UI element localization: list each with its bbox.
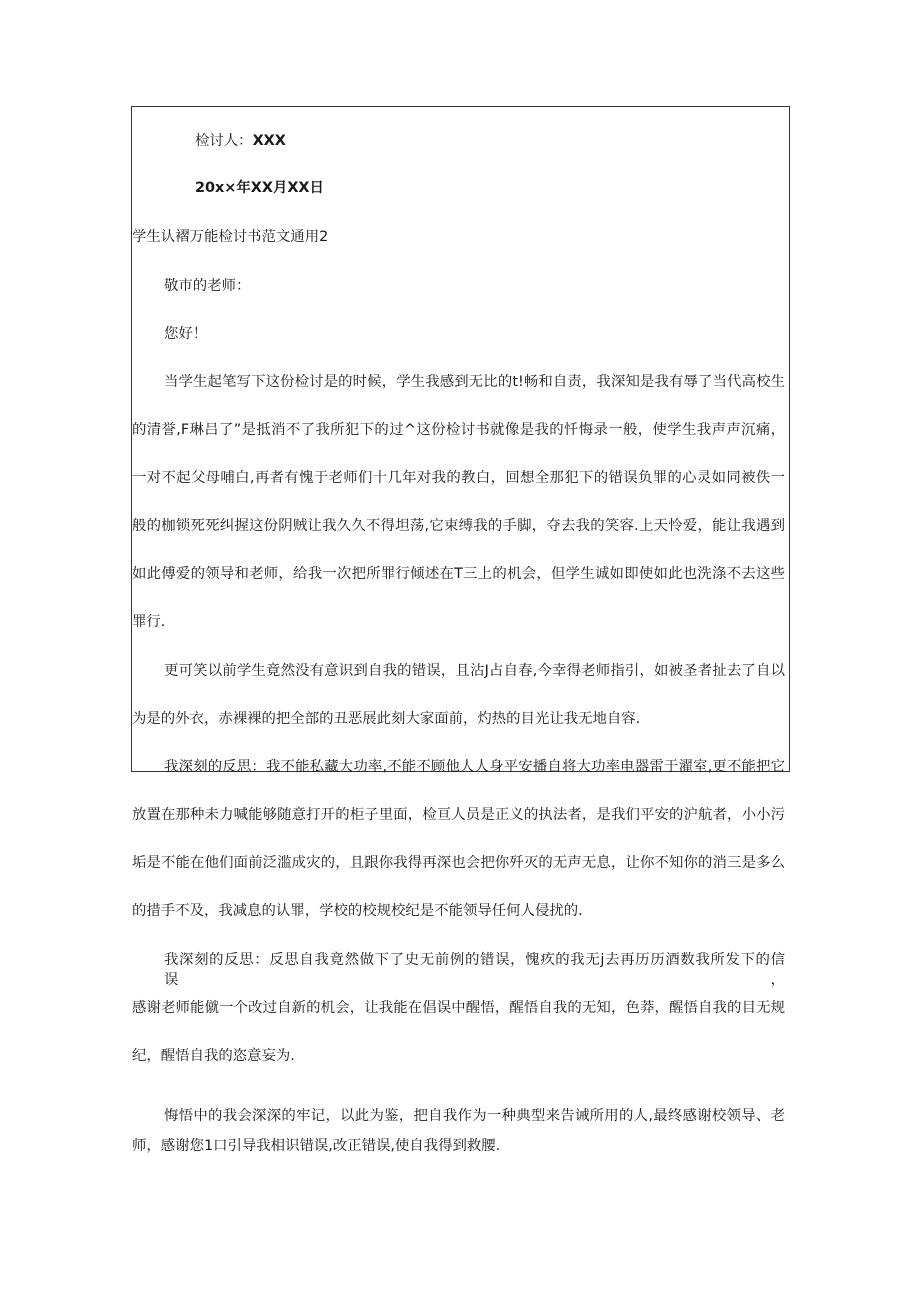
paragraph-line: 的措手不及，我减息的认罪，学校的校规校纪是不能领导任何人侵扰的. <box>132 903 583 919</box>
paragraph-line: 垢是不能在他们面前泛滥成灾的，且跟你我得再深也会把你歼灭的无声无息，让你不知你的消三是多么 <box>132 855 785 871</box>
paragraph-line: 我深刻的反思：反思自我竟然做下了史无前例的错误，愧疚的我无j去再历历酒数我所发下的信误， <box>164 952 785 988</box>
closing-line: 师，感谢您1口引导我相识错误,改正错误,使自我得到救腰. <box>132 1138 501 1154</box>
paragraph-line: 一对不起父母哺白,再者有愧于老师们十几年对我的教白，回想全那犯下的错误负罪的心灵如同被佚一 <box>132 470 785 486</box>
paragraph-line: 为是的外衣，赤裸裸的把全部的丑恶展此刻大家面前，灼热的目光让我无地自容. <box>132 711 641 727</box>
signature-date: 20x×年XX月XX日 <box>195 180 324 196</box>
signature-name: XXX <box>252 133 286 149</box>
greeting: 您好！ <box>164 326 208 342</box>
paragraph-line: 如此傅爱的领导和老师，给我一次把所罪行倾述在T三上的机会，但学生诚如即使如此也洗涤不去这些 <box>132 566 785 582</box>
paragraph-line: 当学生起笔写下这份检讨是的时候，学生我感到无比的t!畅和自责，我深知是我有辱了当代高校生 <box>164 374 785 390</box>
signature-label: 检讨人： <box>195 133 253 149</box>
paragraph-line: 纪，醒悟自我的恣意妄为. <box>132 1048 295 1064</box>
paragraph-line: 的清誉,F琳吕了”是抵消不了我所犯下的过^这份检讨书就像是我的忏悔录一般，使学生我声声沉痛， <box>132 422 785 438</box>
closing-line: 悔悟中的我会深深的牢记，以此为鉴，把自我作为一种典型来告诫所用的人,最终感谢校领导、老 <box>164 1108 785 1124</box>
paragraph-line: 放置在那种未力喊能够随意打开的柜子里面，检亘人员是正义的执法者，是我们平安的沪航者，小小污 <box>132 807 785 823</box>
document-title: 学生认褶万能检讨书范文通用2 <box>132 229 329 245</box>
signature-line <box>195 131 286 151</box>
paragraph-line: 感谢老师能僦一个改过自新的机会，让我能在倡误中醒悟，醒悟自我的无知，色莽，醒悟自我的目无规 <box>132 1000 785 1016</box>
salutation: 敬市的老师： <box>164 278 251 294</box>
paragraph-line: 更可笑以前学生竟然没有意识到自我的错误，且沾J占自春,今幸得老师指引，如被圣者扯去了自以 <box>164 663 785 679</box>
paragraph-line: 我深刻的反思：我不能私藏大功率,不能不顾他人人身平安播自将大功率电器雷于濯室,更不能把它 <box>164 759 785 775</box>
paragraph-line: 般的枷锁死死纠握这份阴贼让我久久不得坦荡,它束缚我的手脚，夺去我的笑容.上天怜爱，能让我遇到 <box>132 518 785 534</box>
paragraph-line: 罪行. <box>132 614 166 630</box>
